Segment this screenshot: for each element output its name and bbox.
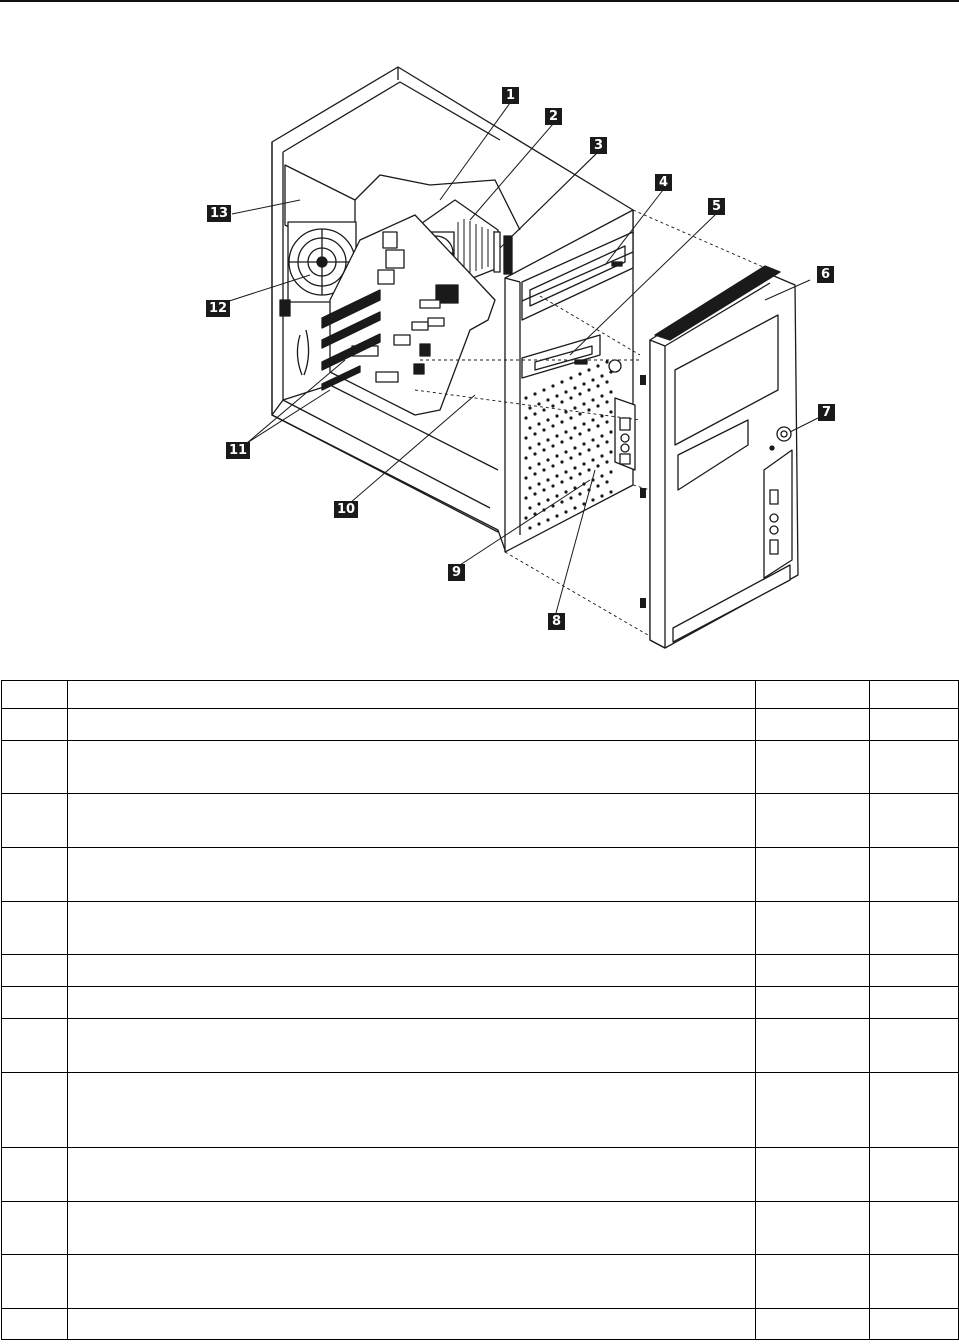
callout-8: 8 <box>548 613 565 630</box>
callout-1: 1 <box>502 87 519 104</box>
table-row <box>2 709 959 741</box>
callout-4: 4 <box>655 174 672 191</box>
callout-5: 5 <box>708 198 725 215</box>
callout-10: 10 <box>334 501 358 518</box>
front-bezel <box>640 266 798 648</box>
front-connector-assembly <box>615 398 635 470</box>
parts-table <box>1 680 959 1340</box>
computer-exploded-diagram <box>0 0 959 665</box>
table-row <box>2 741 959 794</box>
callout-6: 6 <box>817 266 834 283</box>
table-row <box>2 1073 959 1148</box>
table-header-row <box>2 681 959 709</box>
callout-13: 13 <box>207 205 231 222</box>
table-row <box>2 955 959 987</box>
callout-3: 3 <box>590 137 607 154</box>
callout-9: 9 <box>448 564 465 581</box>
table-row <box>2 1148 959 1202</box>
table-row <box>2 794 959 848</box>
table-row <box>2 1202 959 1255</box>
callout-12: 12 <box>206 300 230 317</box>
table-row <box>2 1309 959 1340</box>
table-row <box>2 1255 959 1309</box>
table-row <box>2 1019 959 1073</box>
table-row <box>2 987 959 1019</box>
table-row <box>2 902 959 955</box>
callout-7: 7 <box>818 404 835 421</box>
callout-11: 11 <box>226 442 250 459</box>
table-row <box>2 848 959 902</box>
callout-2: 2 <box>545 108 562 125</box>
